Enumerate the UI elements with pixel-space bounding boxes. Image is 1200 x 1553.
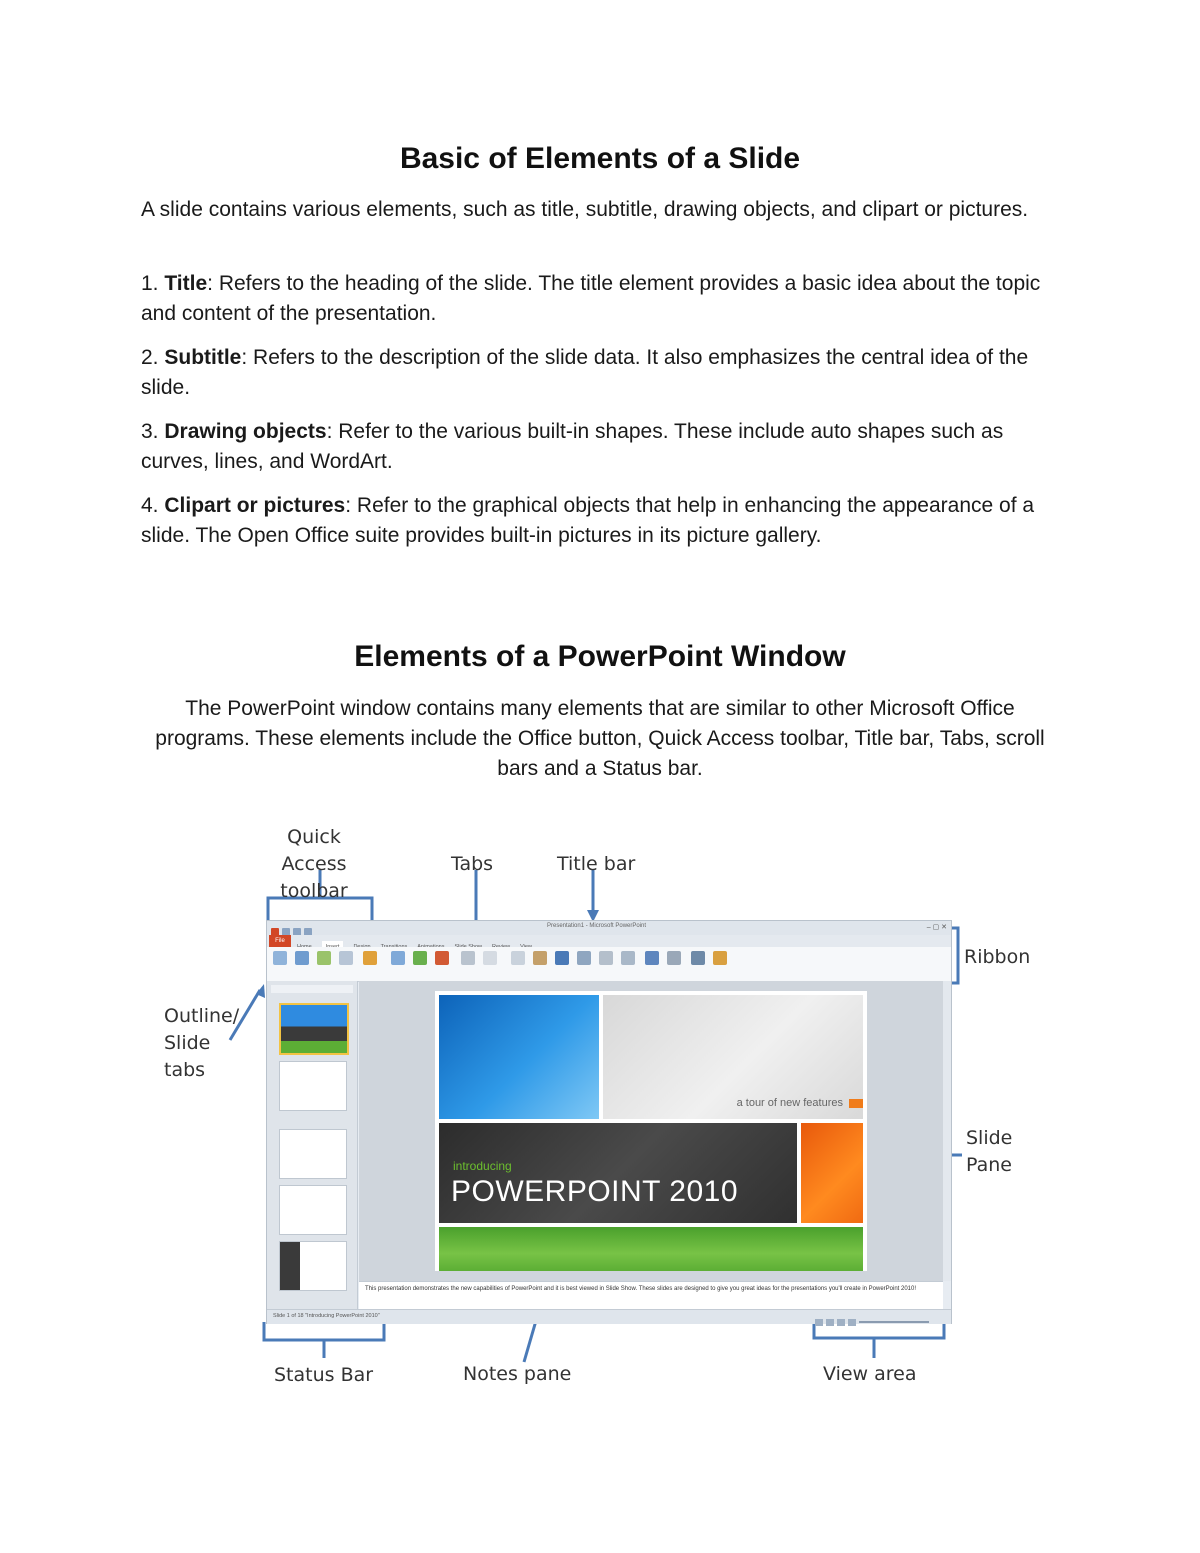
ribbon: [267, 947, 951, 982]
outline-slide-tabs: [267, 981, 358, 1309]
normal-view-icon: [815, 1319, 823, 1326]
symbol-icon: [667, 951, 681, 965]
window-controls: – ▢ ✕: [926, 924, 947, 931]
quick-access-toolbar: [271, 923, 351, 933]
shapes-icon: [391, 951, 405, 965]
clipart-icon: [317, 951, 331, 965]
list-item-title: 1. Title: Refers to the heading of the slide. The title element provides a basic idea about the topic and content of the presentation.: [141, 272, 1041, 325]
view-area: [815, 1313, 945, 1321]
audio-icon: [713, 951, 727, 965]
slides-outline-tabs: [271, 985, 353, 993]
screenshot-icon: [339, 951, 353, 965]
zoom-slider: [859, 1321, 929, 1323]
section2-heading: Elements of a PowerPoint Window: [354, 640, 846, 673]
vertical-scrollbar: [943, 981, 951, 1281]
term-drawing-objects: Drawing objects: [164, 420, 327, 443]
section1-heading: Basic of Elements of a Slide: [399, 142, 801, 175]
slide-thumbnail: [279, 1003, 349, 1055]
slide-tour-text: a tour of new features: [736, 1097, 843, 1109]
slide-blue-panel: [439, 995, 599, 1119]
powerpoint-window: [266, 920, 952, 1324]
smartart-icon: [413, 951, 427, 965]
quick-access-label: Quick Access toolbar: [280, 826, 348, 902]
action-icon: [483, 951, 497, 965]
equation-icon: [645, 951, 659, 965]
slideshow-view-icon: [848, 1319, 856, 1326]
photo-album-icon: [363, 951, 377, 965]
picture-icon: [295, 951, 309, 965]
status-bar-bracket: [264, 1322, 384, 1358]
view-area-label: View area: [823, 1363, 917, 1385]
slide-thumbnail: [279, 1185, 347, 1235]
slide-orange-panel: [801, 1123, 863, 1223]
title-bar: [267, 921, 951, 935]
ribbon-label: Ribbon: [964, 946, 1031, 968]
notes-pane-label: Notes pane: [463, 1363, 572, 1385]
slide-pane-label: Slide Pane: [966, 1127, 1013, 1176]
reading-view-icon: [837, 1319, 845, 1326]
wordart-icon: [555, 951, 569, 965]
term-clipart: Clipart or pictures: [164, 494, 346, 517]
title-bar-label: Title bar: [557, 853, 636, 875]
slide-intro-text: introducing: [453, 1159, 512, 1173]
object-icon: [621, 951, 635, 965]
slide-green-panel: [439, 1227, 863, 1271]
list-item-clipart: 4. Clipart or pictures: Refer to the graphical objects that help in enhancing the appearance of a slide. The Open Office suite provides built-in pictures in its picture gallery.: [141, 494, 1035, 547]
tabs-label: Tabs: [451, 853, 494, 875]
slide-thumbnail: [279, 1129, 347, 1179]
slide-title-panel: [439, 1123, 797, 1223]
slide-title-text: POWERPOINT 2010: [451, 1175, 739, 1208]
section2-intro: The PowerPoint window contains many elements that are similar to other Microsoft Office programs. These elements include the Office button, Quick Access toolbar, Title bar, Tabs, scroll bars and a Status bar.: [155, 697, 1045, 780]
status-text: Slide 1 of 18 "Introducing PowerPoint 2010": [273, 1313, 380, 1319]
status-bar: [267, 1309, 951, 1324]
notes-pane: [359, 1281, 943, 1310]
tab-list: [297, 935, 542, 947]
outline-slide-tabs-label: Outline/ Slide tabs: [164, 1005, 240, 1081]
slide-thumbnail: [279, 1061, 347, 1111]
slide-tour-marker: [849, 1099, 863, 1108]
section1-intro: A slide contains various elements, such as title, subtitle, drawing objects, and clipart or pictures.: [141, 198, 1029, 221]
slide-pane: [359, 981, 943, 1281]
date-time-icon: [577, 951, 591, 965]
window-title: Presentation1 - Microsoft PowerPoint: [547, 923, 647, 929]
sorter-view-icon: [826, 1319, 834, 1326]
notes-text: This presentation demonstrates the new capabilities of PowerPoint and it is best viewed in Slide Show. These slides are designed to give you great ideas for the presentations you'll create in PowerPoint 2010!: [365, 1286, 917, 1292]
file-tab: File: [269, 935, 291, 947]
ribbon-tabs: [267, 935, 951, 947]
powerpoint-window-figure: [150, 810, 1050, 1410]
textbox-icon: [511, 951, 525, 965]
chart-icon: [435, 951, 449, 965]
list-item-drawing-objects: 3. Drawing objects: Refer to the various built-in shapes. These include auto shapes such as curves, lines, and WordArt.: [141, 420, 1004, 473]
term-subtitle: Subtitle: [164, 346, 242, 369]
list-item-subtitle: 2. Subtitle: Refers to the description of the slide data. It also emphasizes the central idea of the slide.: [141, 346, 1029, 399]
video-icon: [691, 951, 705, 965]
header-footer-icon: [533, 951, 547, 965]
current-slide: [435, 991, 867, 1271]
hyperlink-icon: [461, 951, 475, 965]
ribbon-bracket: [952, 928, 958, 983]
slide-number-icon: [599, 951, 613, 965]
term-title: Title: [164, 272, 208, 295]
slide-thumbnail: [279, 1241, 347, 1291]
table-icon: [273, 951, 287, 965]
status-bar-label: Status Bar: [274, 1364, 374, 1386]
